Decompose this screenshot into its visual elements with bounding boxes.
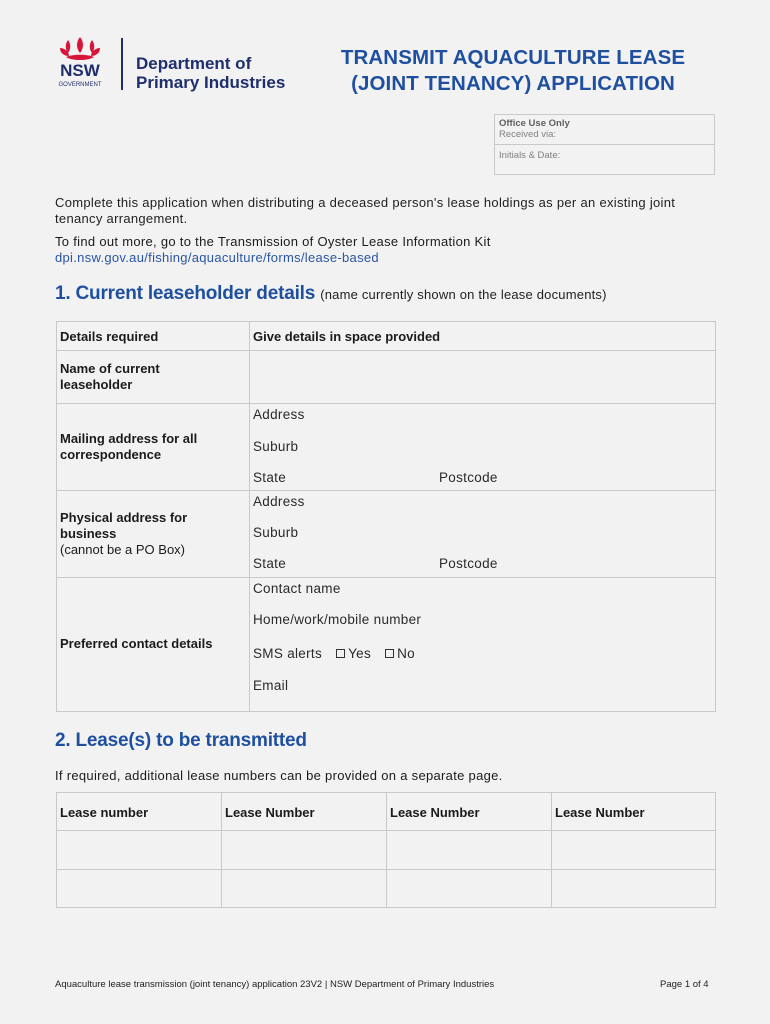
mailing-label-cell: Mailing address for all correspondence xyxy=(57,404,250,491)
logo-text: NSW xyxy=(60,61,100,80)
lease-input-cell[interactable] xyxy=(222,831,387,870)
table-header-cell: Details required xyxy=(57,322,250,351)
section-1-heading: 1. Current leaseholder details (name currently shown on the lease documents) xyxy=(55,283,607,304)
contact-name-field: Contact name xyxy=(253,581,341,596)
lease-number-table xyxy=(56,792,716,908)
email-field: Email xyxy=(253,678,289,693)
section-2-heading: 2. Lease(s) to be transmitted xyxy=(55,730,307,751)
info-kit-text: To find out more, go to the Transmission of Oyster Lease Information Kit dpi.nsw.gov.au/fishing/aquaculture/forms/lease-based xyxy=(55,234,715,265)
sms-no-checkbox[interactable] xyxy=(385,649,394,658)
state-field: State xyxy=(253,556,287,571)
lease-input-cell[interactable] xyxy=(552,870,716,908)
leaseholder-details-table xyxy=(56,321,716,712)
mailing-input-cell[interactable] xyxy=(250,404,716,491)
suburb-field: Suburb xyxy=(253,525,299,540)
initials-date-label: Initials & Date: xyxy=(499,150,561,161)
address-field: Address xyxy=(253,407,305,422)
sms-yes-checkbox[interactable] xyxy=(336,649,345,658)
lease-header-cell: Lease Number xyxy=(222,793,387,831)
phone-field: Home/work/mobile number xyxy=(253,612,422,627)
received-via-label: Received via: xyxy=(499,129,557,140)
postcode-field: Postcode xyxy=(439,470,498,485)
intro-paragraph: Complete this application when distributing a deceased person's lease holdings as per an existing joint tenancy arrangement. xyxy=(55,195,676,226)
lease-header-cell: Lease Number xyxy=(387,793,552,831)
lease-header-cell: Lease number xyxy=(57,793,222,831)
lease-input-cell[interactable] xyxy=(57,870,222,908)
lease-input-cell[interactable] xyxy=(552,831,716,870)
contact-label-cell: Preferred contact details xyxy=(57,578,250,712)
office-use-heading: Office Use Only xyxy=(499,118,570,129)
lease-header-cell: Lease Number xyxy=(552,793,716,831)
footer-text: Aquaculture lease transmission (joint tenancy) application 23V2 | NSW Department of Primary Industries xyxy=(55,979,495,990)
state-field: State xyxy=(253,470,287,485)
sms-alerts-field: SMS alerts Yes No xyxy=(253,646,415,661)
document-title: TRANSMIT AQUACULTURE LEASE (JOINT TENANCY) APPLICATION xyxy=(340,46,686,95)
physical-label-cell: Physical address for business (cannot be a PO Box) xyxy=(57,491,250,578)
table-header-cell: Give details in space provided xyxy=(250,322,716,351)
address-field: Address xyxy=(253,494,305,509)
nsw-government-logo xyxy=(52,36,112,92)
name-input-cell[interactable] xyxy=(250,351,716,404)
lease-input-cell[interactable] xyxy=(387,870,552,908)
lease-input-cell[interactable] xyxy=(57,831,222,870)
physical-address-note: (cannot be a PO Box) xyxy=(60,542,186,557)
logo-divider xyxy=(121,38,123,90)
section-1-subheading: (name currently shown on the lease documents) xyxy=(320,287,607,302)
office-use-box xyxy=(494,114,715,175)
suburb-field: Suburb xyxy=(253,439,299,454)
contact-input-cell[interactable] xyxy=(250,578,716,712)
section-2-note: If required, additional lease numbers can be provided on a separate page. xyxy=(55,768,503,783)
logo-subtext: GOVERNMENT xyxy=(58,82,102,88)
name-label-cell: Name of current leaseholder xyxy=(57,351,250,404)
lease-input-cell[interactable] xyxy=(387,831,552,870)
info-kit-link[interactable]: dpi.nsw.gov.au/fishing/aquaculture/forms/lease-based xyxy=(55,249,379,265)
physical-input-cell[interactable] xyxy=(250,491,716,578)
sms-no-label: No xyxy=(397,646,415,661)
department-name: Department of Primary Industries xyxy=(136,54,286,92)
page-number: Page 1 of 4 xyxy=(660,979,709,990)
lease-input-cell[interactable] xyxy=(222,870,387,908)
postcode-field: Postcode xyxy=(439,556,498,571)
sms-yes-label: Yes xyxy=(348,646,372,661)
